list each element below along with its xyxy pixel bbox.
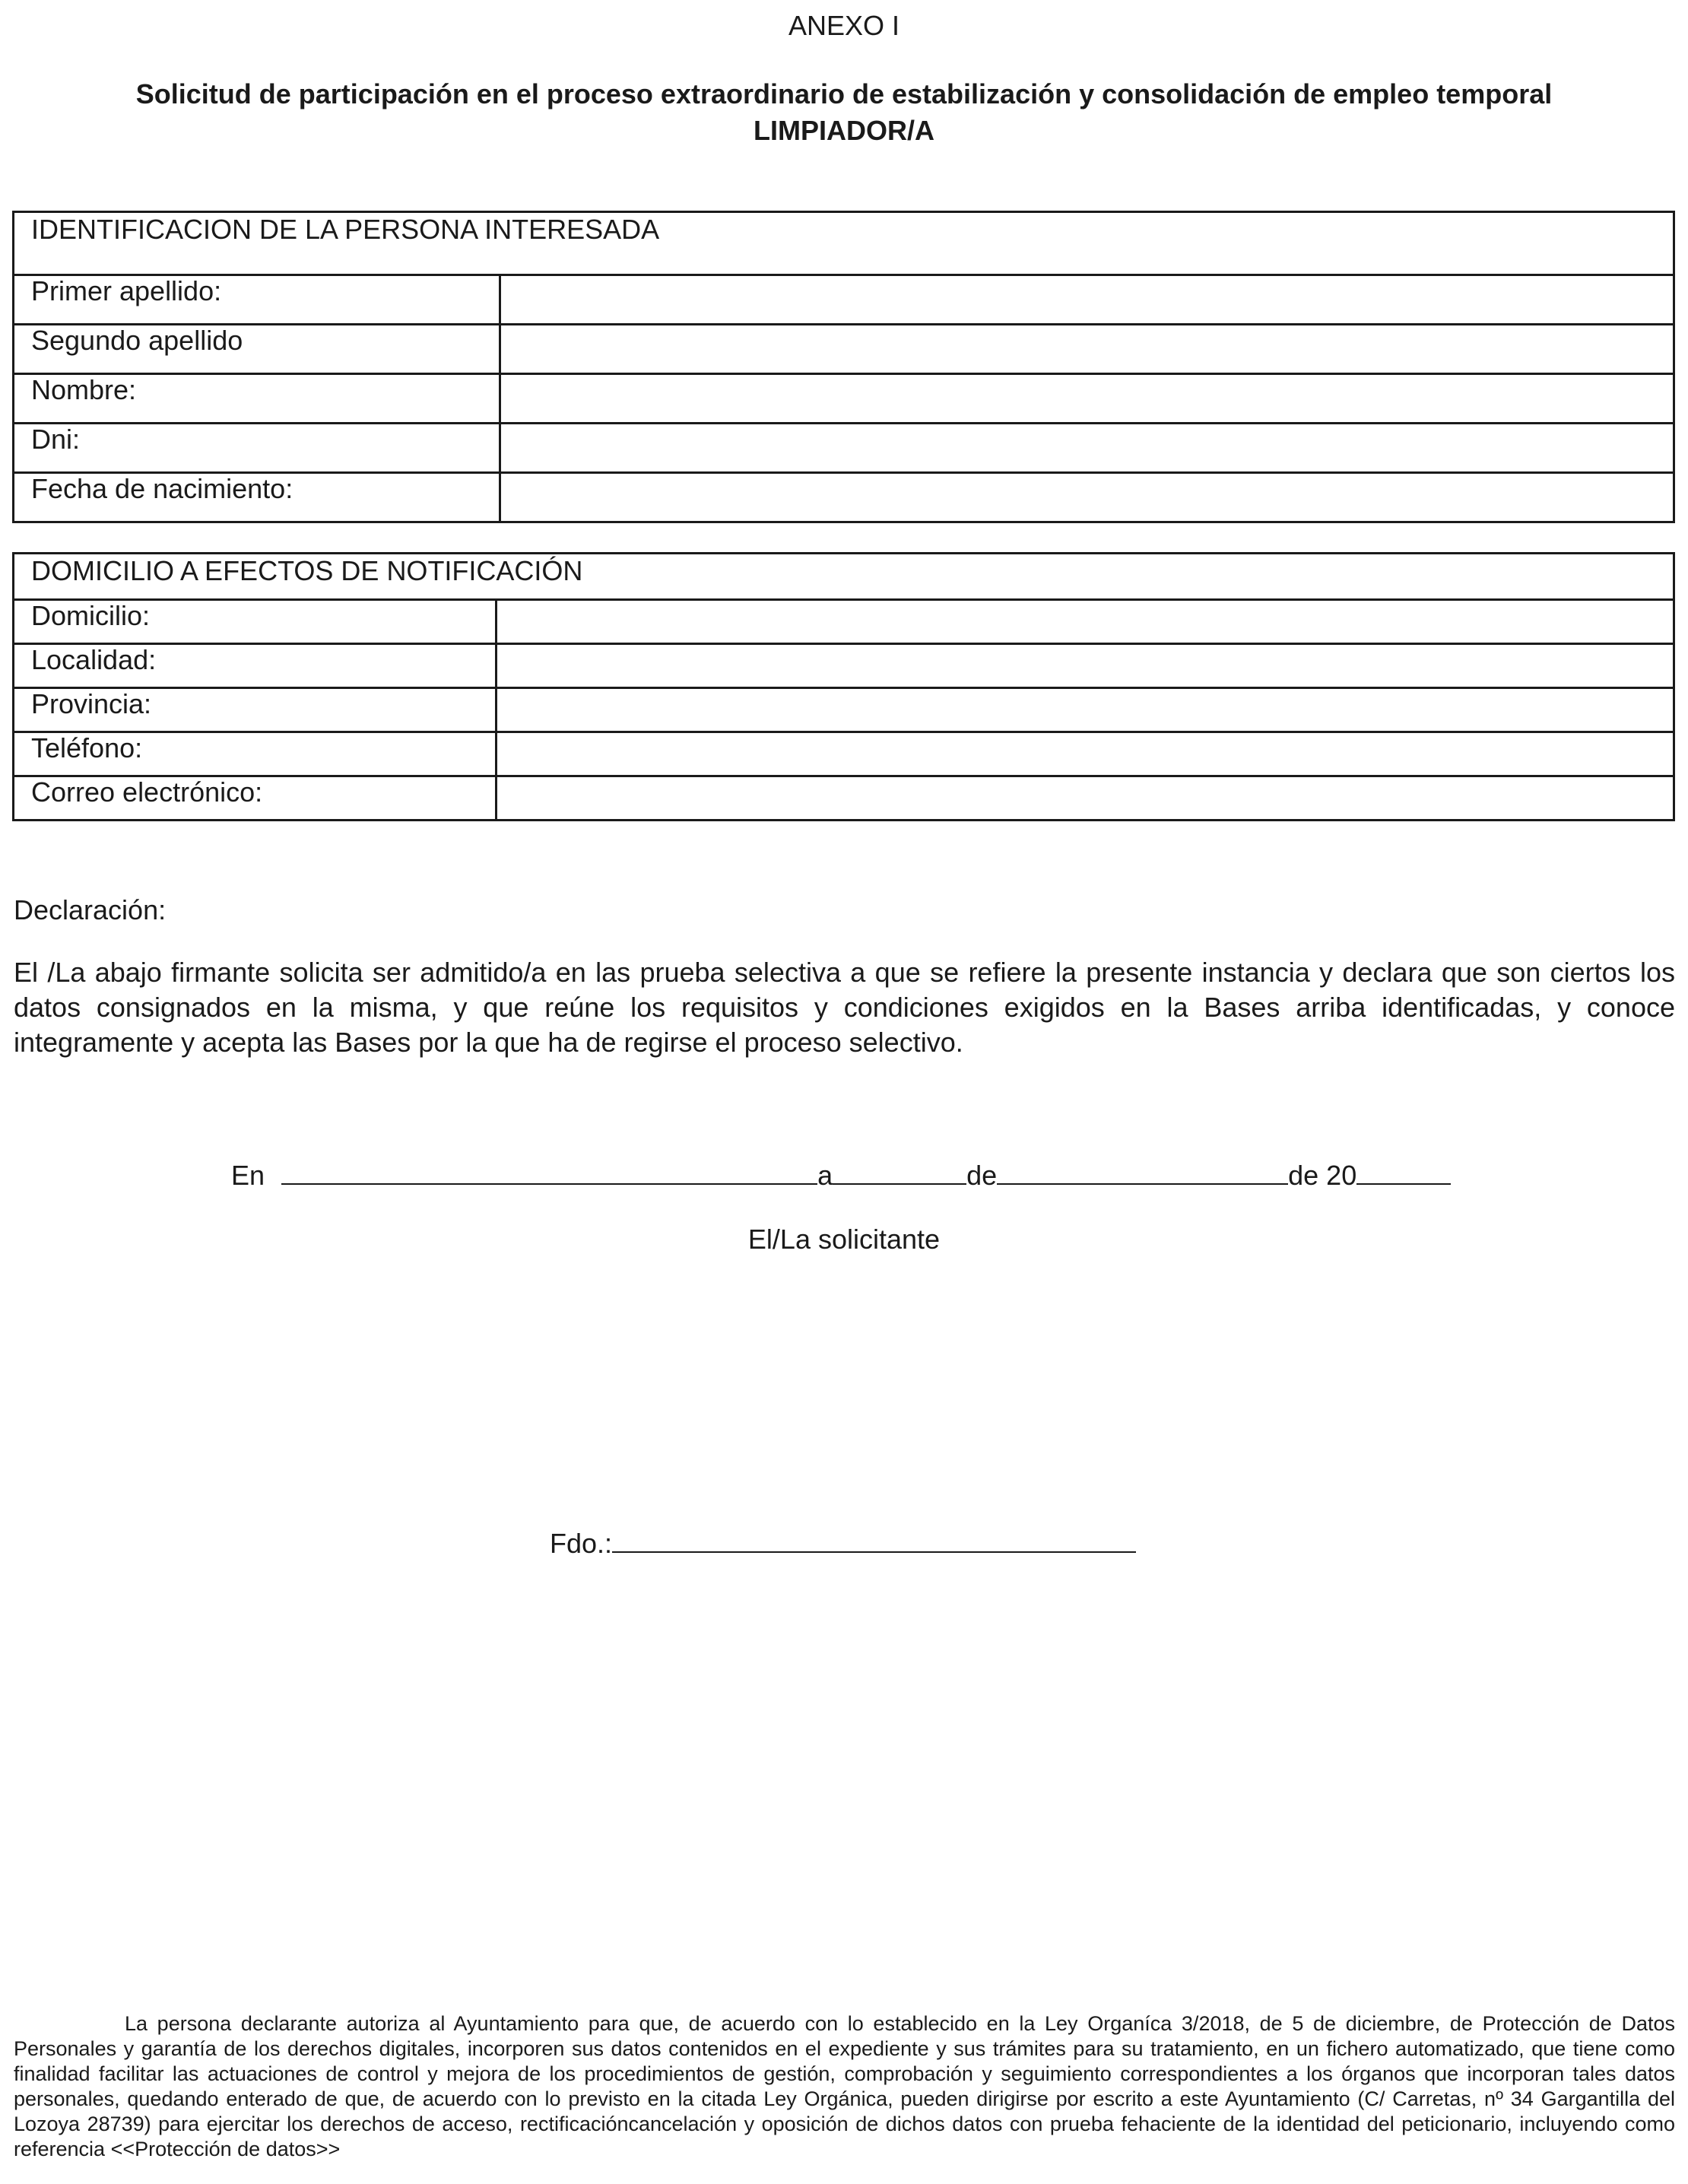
- signature-blank[interactable]: [612, 1522, 1136, 1553]
- day-blank[interactable]: [833, 1154, 966, 1185]
- date-year-label: de 20: [1288, 1160, 1357, 1191]
- fecha-nacimiento-label: Fecha de nacimiento:: [14, 473, 500, 522]
- declaracion-text: El /La abajo firmante solicita ser admitido/a en las prueba selectiva a que se refiere la presente instancia y declara que son ciertos los datos consignados en la misma, y que reúne los requisitos y condiciones exigidos en la Bases arriba identificadas, y conoce integramente y acepta las Bases por la que ha de regirse el proceso selectivo.: [14, 957, 1675, 1058]
- year-blank[interactable]: [1356, 1154, 1451, 1185]
- segundo-apellido-field[interactable]: [500, 325, 1674, 374]
- form-title: [0, 76, 1688, 149]
- identificacion-header: IDENTIFICACION DE LA PERSONA INTERESADA: [14, 212, 1674, 275]
- telefono-field[interactable]: [497, 732, 1674, 776]
- segundo-apellido-label: Segundo apellido: [14, 325, 500, 374]
- domicilio-table: [12, 552, 1675, 821]
- nombre-field[interactable]: [500, 374, 1674, 424]
- correo-label: Correo electrónico:: [14, 776, 497, 821]
- correo-field[interactable]: [497, 776, 1674, 821]
- domicilio-label: Domicilio:: [14, 600, 497, 644]
- date-de-label: de: [966, 1160, 998, 1191]
- telefono-label: Teléfono:: [14, 732, 497, 776]
- month-blank[interactable]: [997, 1154, 1288, 1185]
- dni-field[interactable]: [500, 424, 1674, 473]
- place-blank[interactable]: [281, 1154, 817, 1185]
- date-a-label: a: [817, 1160, 833, 1191]
- declaracion-label: Declaración:: [14, 894, 167, 925]
- solicitante-label: El/La solicitante: [747, 1224, 941, 1255]
- provincia-field[interactable]: [497, 688, 1674, 732]
- dni-label: Dni:: [14, 424, 500, 473]
- privacy-notice: La persona declarante autoriza al Ayuntamiento para que, de acuerdo con lo establecido en la Ley Organíca 3/2018, de 5 de diciembre, de Protección de Datos Personales y garantía de los derechos digitales, incorporen sus datos contenidos en el expediente y sus trámites para su tratamiento, en un fichero automatizado, que tiene como finalidad facilitar las actuaciones de control y mejora de los procedimientos de gestión, comprobación y seguimiento correspondientes a los órganos que incorporan tales datos personales, quedando enterado de que, de acuerdo con lo previsto en la citada Ley Orgánica, pueden dirigirse por escrito a este Ayuntamiento (C/ Carretas, nº 34 Gargantilla del Lozoya 28739) para ejercitar los derechos de acceso, rectificacióncancelación y oposición de dichos datos con prueba fehaciente de la identidad del peticionario, incluyendo como referencia <<Protección de datos>>: [14, 2012, 1675, 2160]
- form-title-line2: LIMPIADOR/A: [754, 115, 934, 146]
- provincia-label: Provincia:: [14, 688, 497, 732]
- date-line: [231, 1154, 1451, 1194]
- nombre-label: Nombre:: [14, 374, 500, 424]
- primer-apellido-label: Primer apellido:: [14, 275, 500, 325]
- domicilio-field[interactable]: [497, 600, 1674, 644]
- date-en-label: En: [231, 1160, 265, 1191]
- annex-title: ANEXO I: [788, 10, 900, 41]
- signature-line: [550, 1522, 1136, 1562]
- form-title-line1: Solicitud de participación en el proceso extraordinario de estabilización y consolidación de empleo temporal: [135, 78, 1553, 110]
- fdo-label: Fdo.:: [550, 1528, 613, 1559]
- domicilio-header: DOMICILIO A EFECTOS DE NOTIFICACIÓN: [14, 554, 1674, 600]
- localidad-label: Localidad:: [14, 644, 497, 688]
- fecha-nacimiento-field[interactable]: [500, 473, 1674, 522]
- primer-apellido-field[interactable]: [500, 275, 1674, 325]
- identificacion-table: [12, 211, 1675, 523]
- localidad-field[interactable]: [497, 644, 1674, 688]
